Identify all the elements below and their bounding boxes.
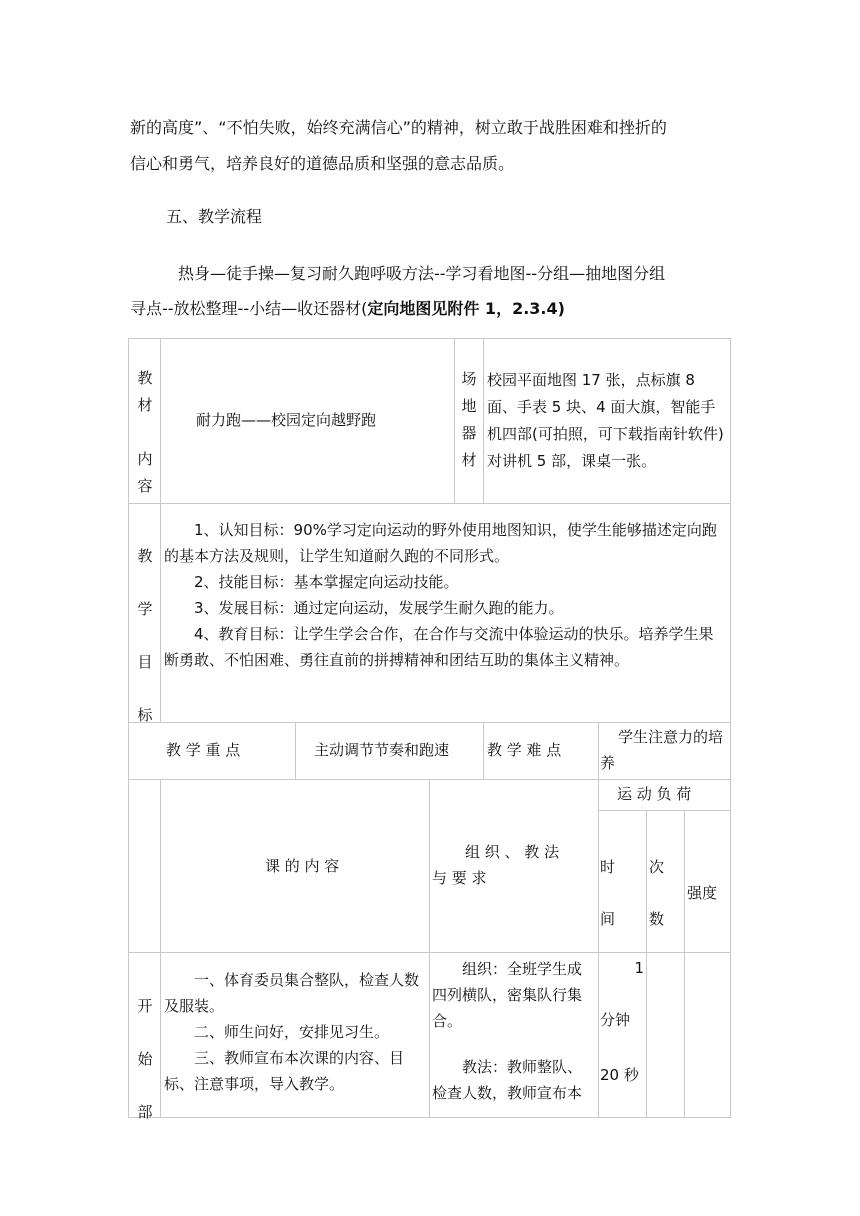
difficulty-label: 教 学 难 点 [487,741,562,759]
opening-part-label: 开 始 部 [137,997,153,1121]
time-header-2: 间 [600,910,616,928]
content-header: 课 的 内 容 [265,857,340,875]
section-heading: 五、教学流程 [166,207,263,226]
time-value-1: 1 [634,959,644,977]
goal-skill: 2、技能目标：基本掌握定向运动技能。 [194,573,459,591]
opening-step-3: 三、教师宣布本次课的内容、目标、注意事项，导入教学。 [164,1049,405,1093]
intensity-header: 强度 [687,884,718,902]
opening-step-2: 二、师生问好，安排见习生。 [194,1023,390,1041]
goal-development: 3、发展目标：通过定向运动，发展学生耐久跑的能力。 [194,599,564,617]
goal-cognitive: 1、认知目标：90%学习定向运动的野外使用地图知识，使学生能够描述定向跑的基本方法及规则，让学生知道耐久跑的不同形式。 [164,521,717,565]
org-text-2: 教法：教师整队、检查人数，教师宣布本 [432,1058,583,1102]
difficulty-value: 学生注意力的培养 [600,728,724,772]
org-header-2: 与 要 求 [432,869,487,887]
goal-education: 4、教育目标：让学生学会合作，在合作与交流中体验运动的快乐。培养学生果断勇敢、不怕困难、勇往直前的拼搏精神和团结互助的集体主义精神。 [164,625,714,669]
opening-organization [432,956,596,1106]
flow-text: 寻点--放松整理--小结—收还器材( [130,299,368,318]
org-header-1: 组 织 、 教 法 [465,843,560,861]
flow-tail-text: 1，2.3.4) [479,299,565,318]
teaching-material-label: 教 材 内 容 [137,369,153,495]
time-value-2: 分钟 [600,1011,631,1029]
time-value-3: 20 秒 [600,1066,639,1084]
key-point-label: 教 学 重 点 [166,741,241,759]
key-point-value: 主动调节节奏和跑速 [314,741,450,759]
flow-line-1: 热身—徒手操—复习耐久跑呼吸方法--学习看地图--分组—抽地图分组 [178,264,666,283]
flow-line-2 [130,294,730,324]
flow-bold-text: 定向地图见附件 [367,299,480,318]
teaching-goals [164,517,728,673]
venue-equipment-label: 场 地 器 材 [461,370,477,469]
time-header-1: 时 [600,858,616,876]
count-header-1: 次 [649,858,665,876]
org-text-1: 组织：全班学生成四列横队，密集队行集合。 [432,960,583,1030]
teaching-material-content: 耐力跑——校园定向越野跑 [196,411,377,429]
teaching-goal-label: 教 学 目 标 [137,547,153,724]
opening-content [164,967,427,1097]
opening-step-1: 一、体育委员集合整队，检查人数及服装。 [164,971,420,1015]
count-header-2: 数 [649,910,665,928]
intro-line-1: 新的高度”、“不怕失败，始终充满信心”的精神，树立敢于战胜困难和挫折的 [130,118,667,137]
load-header: 运 动 负 荷 [617,785,692,803]
intro-line-2: 信心和勇气，培养良好的道德品质和坚强的意志品质。 [130,154,515,173]
equipment-list: 校园平面地图 17 张，点标旗 8 面、手表 5 块、4 面大旗，智能手机四部(可拍照，可下载指南针软件) 对讲机 5 部，课桌一张。 [487,371,724,470]
